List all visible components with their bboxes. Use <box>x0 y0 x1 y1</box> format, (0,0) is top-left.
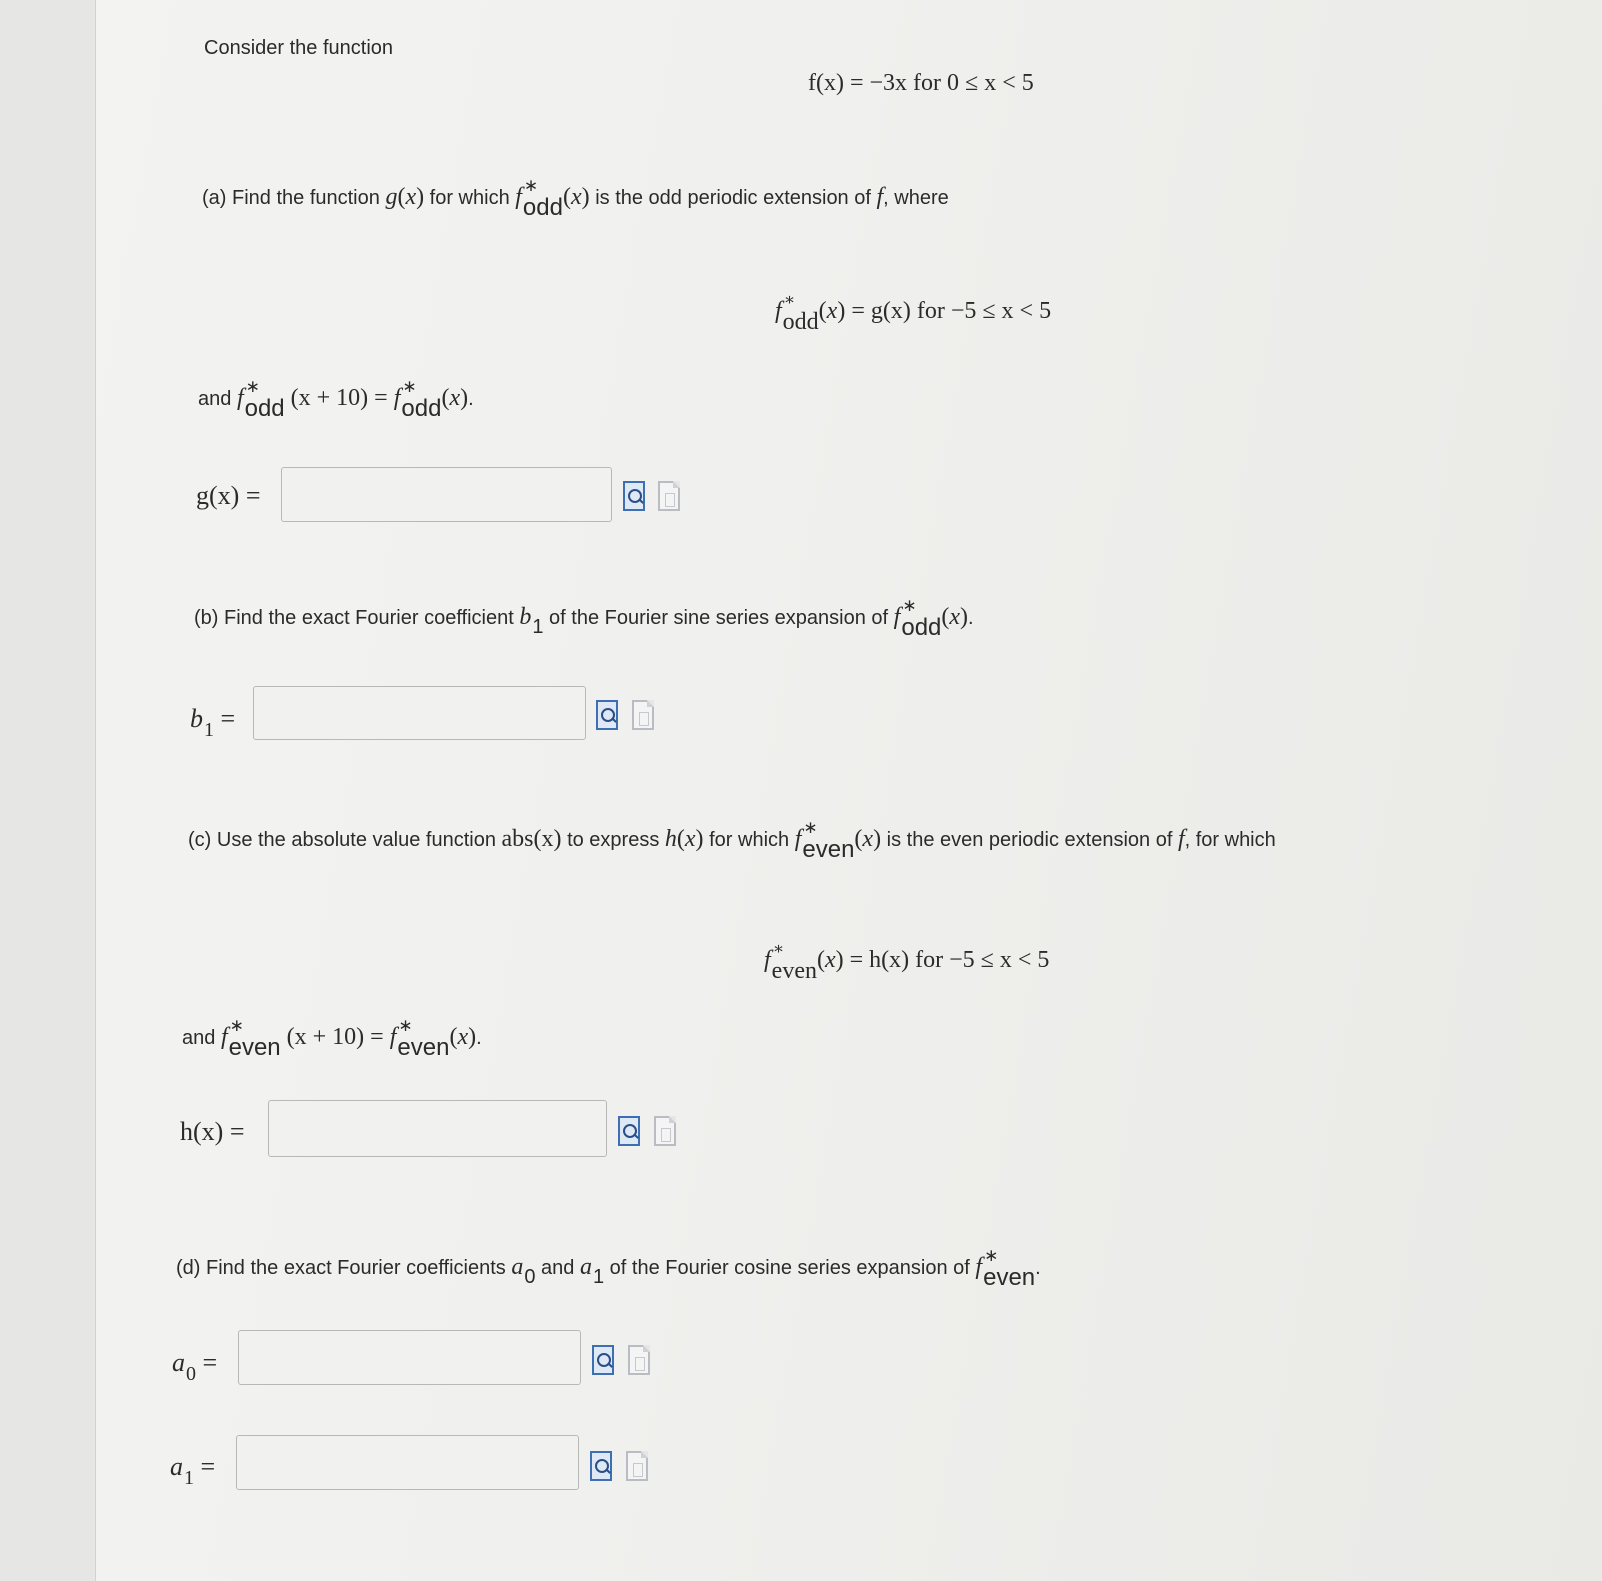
part-c-display-rhs: h(x) for −5 ≤ x < 5 <box>869 947 1050 973</box>
part-a-periodic-eq: (x + 10) = <box>290 385 388 411</box>
part-d-prompt-and: and <box>541 1257 575 1279</box>
part-c-and-text: and <box>182 1027 216 1049</box>
part-a-answer-label: g(x) = <box>196 481 261 510</box>
main-equation: f(x) = −3x for 0 ≤ x < 5 <box>808 70 1034 96</box>
syntax-help-icon[interactable] <box>654 1116 676 1146</box>
part-a-prompt-post: is the odd periodic extension of <box>595 187 871 209</box>
a0-answer-input[interactable] <box>238 1330 581 1385</box>
part-b-prompt-pre: (b) Find the exact Fourier coefficient <box>194 607 514 629</box>
part-c-prompt-mid2: for which <box>709 829 790 851</box>
part-d-prompt: (d) Find the exact Fourier coefficients a0 and a1 of the Fourier cosine series expansion of f ∗ even. <box>176 1246 1041 1291</box>
equation-preview-icon[interactable] <box>592 1345 614 1375</box>
part-c-prompt-end: , for which <box>1184 829 1276 851</box>
syntax-help-icon[interactable] <box>628 1345 650 1375</box>
b1-label: $b_1$ = <box>190 704 236 741</box>
part-a-prompt-mid: for which <box>429 187 510 209</box>
part-b-prompt-post: of the Fourier sine series expansion of <box>549 607 889 629</box>
syntax-help-icon[interactable] <box>632 700 654 730</box>
part-d-prompt-pre: (d) Find the exact Fourier coefficients <box>176 1257 506 1279</box>
part-a-fodd-args: (x) <box>562 184 590 210</box>
part-a-and-text: and <box>198 388 232 410</box>
part-a-periodic-condition: and f ∗ odd (x + 10) = f ∗ odd(x). <box>198 377 474 422</box>
a0-label: $a_0$ = <box>172 1348 218 1385</box>
a1-label: $a_1$ = <box>170 1452 216 1489</box>
part-a-prompt <box>202 176 949 221</box>
part-c-periodic-eq: (x + 10) = <box>286 1024 384 1050</box>
part-c-periodic-condition: and f ∗ even (x + 10) = f ∗ even(x). <box>182 1016 482 1061</box>
part-d-prompt-post: of the Fourier cosine series expansion of <box>609 1257 970 1279</box>
syntax-help-icon[interactable] <box>658 481 680 511</box>
equation-preview-icon[interactable] <box>618 1116 640 1146</box>
equation-preview-icon[interactable] <box>623 481 645 511</box>
part-a-g-args: (x) <box>397 184 425 210</box>
part-a-fodd-script: ∗ odd <box>522 176 563 221</box>
part-c-display-equation: f ∗ even(x) = h(x) for −5 ≤ x < 5 <box>764 939 1050 984</box>
part-a-f-symbol: f <box>876 184 884 210</box>
h-answer-input[interactable] <box>268 1100 607 1157</box>
part-c-abs: abs(x) <box>501 826 562 852</box>
equation-preview-icon[interactable] <box>596 700 618 730</box>
part-c-prompt: (c) Use the absolute value function abs(x) to express h(x) for which f ∗ even(x) is the even periodic extension of f, for which <box>188 818 1276 863</box>
part-a-g-symbol: g <box>385 184 398 210</box>
part-a-display-equation: f ∗ odd(x) = g(x) for −5 ≤ x < 5 <box>775 290 1052 335</box>
part-c-prompt-mid: to express <box>567 829 660 851</box>
part-c-answer-label: h(x) = <box>180 1117 245 1146</box>
syntax-help-icon[interactable] <box>626 1451 648 1481</box>
part-a-fodd-symbol: f <box>515 184 522 210</box>
intro-text: Consider the function <box>204 37 394 59</box>
part-a-display-rhs: g(x) for −5 ≤ x < 5 <box>870 298 1052 324</box>
b1-answer-input[interactable] <box>253 686 586 740</box>
part-b-prompt: (b) Find the exact Fourier coefficient b1 of the Fourier sine series expansion of f ∗ odd(x). <box>194 596 974 641</box>
part-a-prompt-pre: (a) Find the function <box>202 187 380 209</box>
g-answer-input[interactable] <box>281 467 612 522</box>
a1-answer-input[interactable] <box>236 1435 579 1490</box>
part-c-prompt-pre: (c) Use the absolute value function <box>188 829 496 851</box>
part-a-prompt-end: , where <box>883 187 949 209</box>
equation-preview-icon[interactable] <box>590 1451 612 1481</box>
part-c-prompt-post: is the even periodic extension of <box>886 829 1173 851</box>
